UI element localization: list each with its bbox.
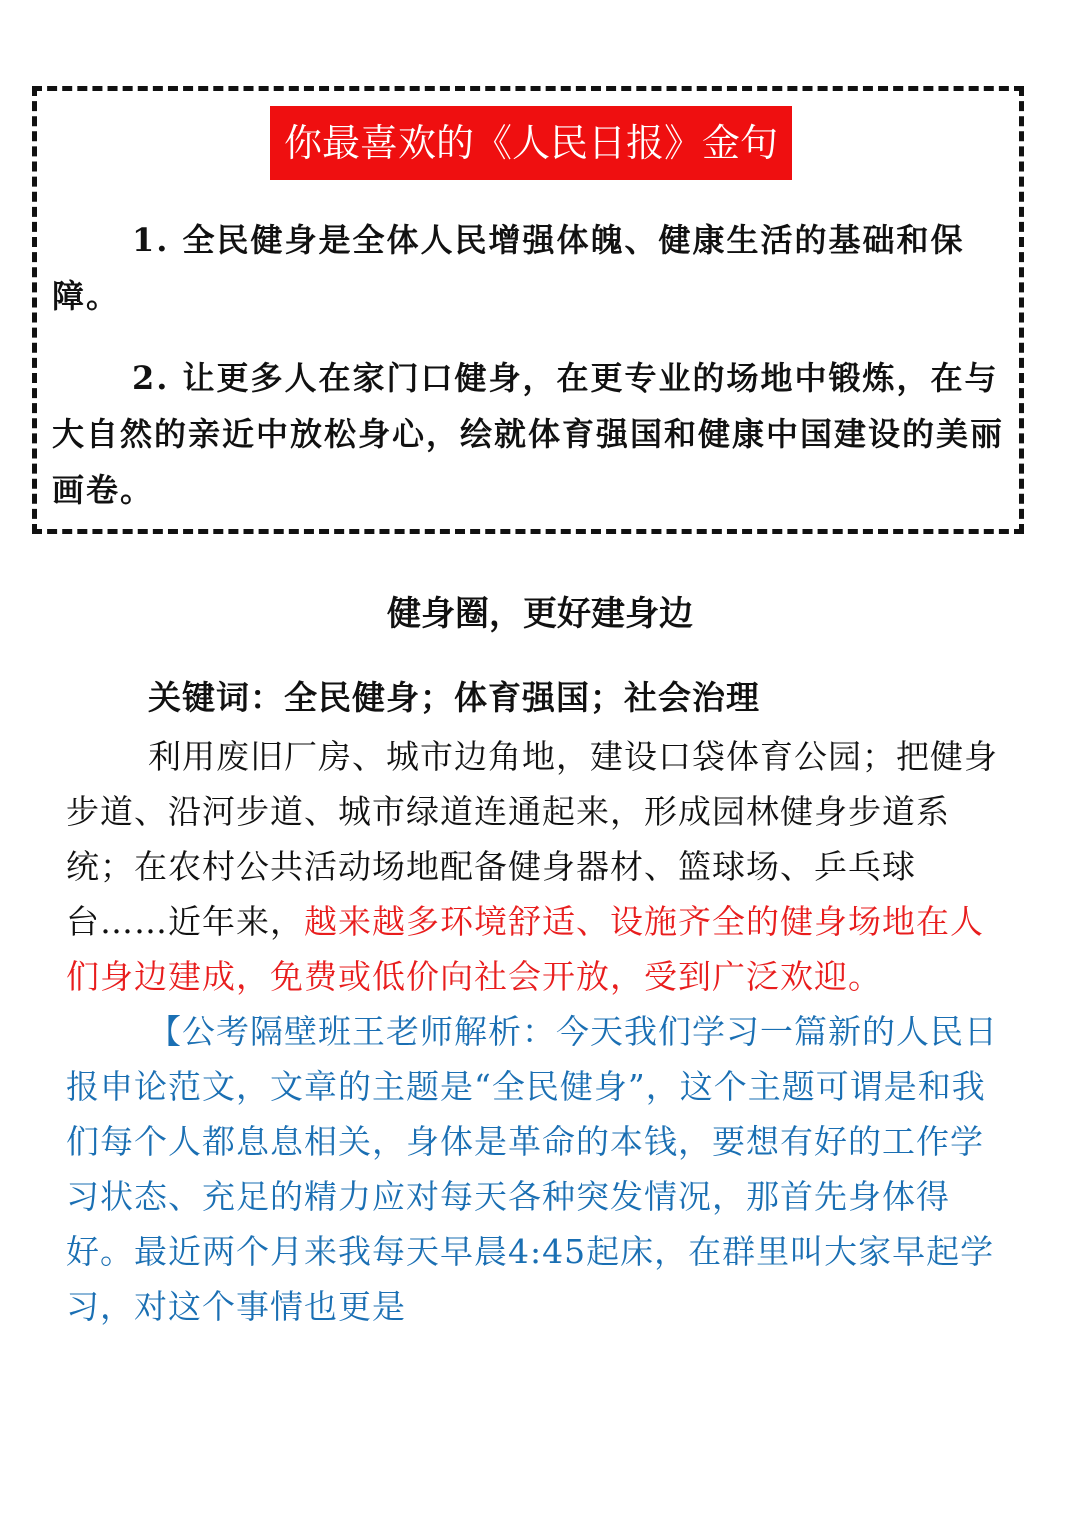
quote-item-1: 1. 全民健身是全体人民增强体魄、健康生活的基础和保障。 (52, 221, 965, 315)
quote-item-2: 2. 让更多人在家门口健身，在更专业的场地中锻炼，在与大自然的亲近中放松身心，绘就体育强国和健康中国建设的美丽画卷。 (52, 359, 1005, 509)
analysis-paragraph: 【公考隔壁班王老师解析：今天我们学习一篇新的人民日报申论范文，文章的主题是“全民健身”，这个主题可谓是和我们每个人都息息相关，身体是革命的本钱，要想有好的工作学习状态、充足的精力应对每天各种突发情况，那首先身体得好。最近两个月来我每天早晨4:45起床，在群里叫大家早起学习，对这个事情也更是 (66, 1012, 998, 1326)
paragraph-1-text: 利用废旧厂房、城市边角地，建设口袋体育公园；把健身步道、沿河步道、城市绿道连通起来，形成园林健身步道系统；在农村公共活动场地配备健身器材、篮球场、乒乓球台……近年来， (66, 737, 998, 941)
article-title: 健身圈，更好建身边 (387, 594, 693, 634)
article-paragraph-1 (66, 729, 1016, 1004)
article-keywords: 关键词：全民健身；体育强国；社会治理 (148, 678, 760, 717)
quote-list (52, 212, 1012, 544)
paragraph-1-highlight: 越来越多环境舒适、设施齐全的健身场地在人们身边建成，免费或低价向社会开放，受到广泛欢迎。 (66, 902, 984, 996)
quote-box-title: 你最喜欢的《人民日报》金句 (270, 106, 792, 180)
article-body (66, 670, 1016, 1334)
